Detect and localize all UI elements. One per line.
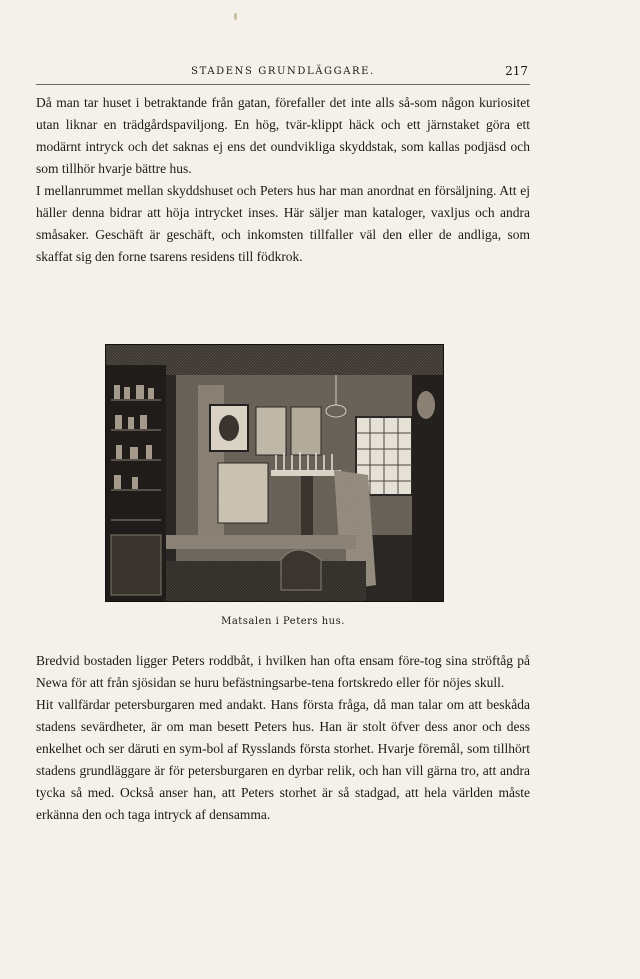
paragraph: I mellanrummet mellan skyddshuset och Peters hus har man anordnat en försäljning. Att ej häller denna bidrar att höja intrycket inses. Här säljer man kataloger, vaxljus och andra småsaker. Geschäft är geschäft, och inkomsten tillfaller väl den eller de andliga, som skaffat sig den forne tsarens residens till födkrok.: [36, 183, 530, 264]
page-header: [36, 62, 530, 85]
paragraph: Då man tar huset i betraktande från gatan, förefaller det inte alls så-som någon kuriositet utan liknar en trädgårdspaviljong. En hög, tvär-klippt häck och ett järnstaket göra ett modärnt intryck och det saknas ej ens det oundvikliga skyddstak, som kallas podjäsd och som tillhör hvarje bättre hus.: [36, 95, 530, 176]
text-block-top: [36, 92, 530, 268]
engraving-illustration: [105, 344, 444, 602]
paragraph: Bredvid bostaden ligger Peters roddbåt, i hvilken han ofta ensam före-tog sina ströftåg på Newa för att från sjösidan se huru befästningsarbe-tena fortskredo eller för nöjes skull.: [36, 653, 530, 690]
paper-speck: [234, 13, 237, 20]
running-title: STADENS GRUNDLÄGGARE.: [191, 66, 375, 77]
page-number: 217: [505, 64, 528, 78]
paragraph: Hit vallfärdar petersburgaren med andakt. Hans första fråga, då man talar om att beskåda stadens sevärdheter, är om man besett Peters hus. Han är stolt öfver dess anor och dess enkelhet och ser däruti en sym-bol af Rysslands första storhet. Hvarje föremål, som tillhört stadens grundläggare är för petersburgaren en dyrbar relik, och han vill gärna tro, att andra tycka så med. Också anser han, att Peters storhet är så stadgad, att hela världen måste erkänna den och taga intryck af densamma.: [36, 697, 530, 822]
figure-caption: Matsalen i Peters hus.: [221, 616, 345, 627]
text-block-bottom: [36, 650, 530, 826]
engraving-dining-room: [106, 345, 443, 601]
